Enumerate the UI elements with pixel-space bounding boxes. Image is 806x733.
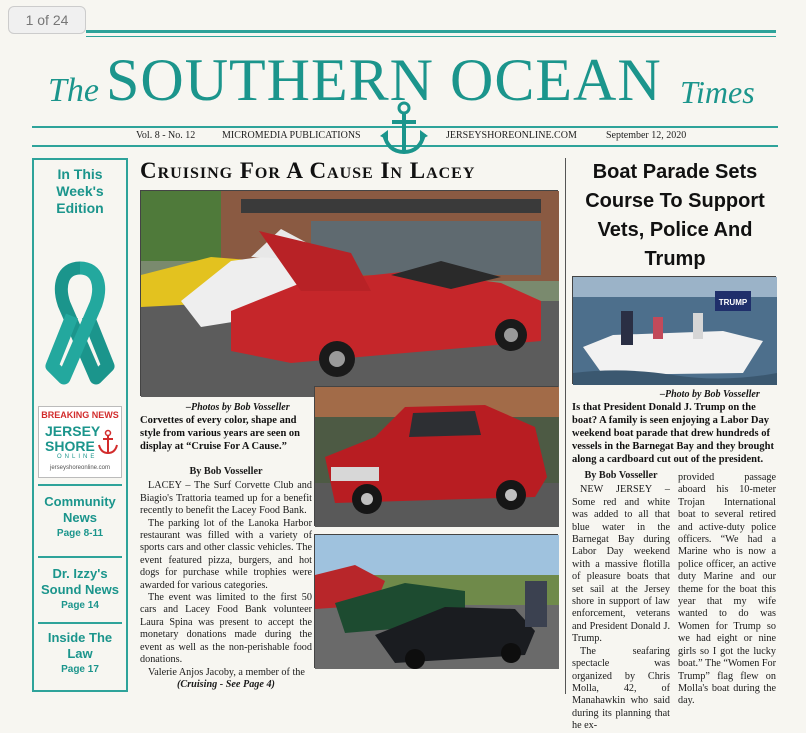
ford-truck-photo [314, 386, 558, 526]
column-rule [565, 158, 566, 694]
sidebar-divider [38, 556, 122, 558]
right-story-byline: By Bob Vosseller [584, 470, 658, 481]
ribbon-icon [42, 262, 118, 390]
masthead-times: Times [680, 74, 755, 110]
boat-flag-text: TRUMP [718, 298, 748, 307]
this-week-heading: In This Week's Edition [56, 166, 104, 216]
left-story-byline: By Bob Vosseller [189, 466, 263, 477]
jump-line[interactable]: (Cruising - See Page 4) [177, 678, 275, 690]
sidebar-item-inside-the-law[interactable]: Inside The Law Page 17 [47, 630, 113, 675]
left-story-headline[interactable]: Cruising For A Cause In Lacey [140, 158, 476, 183]
paragraph: The event was limited to the first 50 cars and Lacey Food Bank volunteer Laura Spina was present to accept the monetary donations made during the event as well as the non-perishable food donations. [140, 592, 312, 666]
sidebar-item-community-news[interactable]: Community News Page 8-11 [44, 494, 116, 539]
masthead-the: The [48, 72, 99, 109]
paragraph: The seafaring spectacle was organized by Chris Molla, 42, of Manahawkin who said during its planning that he ex- [572, 645, 670, 732]
left-photo-caption: Corvettes of every color, shape and style from various years are seen on display at “Cruise For A Cause.” [140, 415, 301, 452]
sidebar-divider [38, 622, 122, 624]
paragraph: The parking lot of the Lanoka Harbor restaurant was filled with a variety of sports cars and other classic vehicles. The event featured pizza, burgers, and hot dogs for purchase while trophies were awarded for various categories. [140, 517, 312, 591]
issue-date: September 12, 2020 [606, 130, 687, 141]
left-photo-credit: –Photos by Bob Vosseller [186, 402, 290, 413]
right-story-headline[interactable]: Boat Parade Sets Course To Support Vets, Police And Trump [585, 161, 765, 270]
sidebar-item-sound-news[interactable]: Dr. Izzy's Sound News Page 14 [40, 566, 119, 611]
masthead-title: SOUTHERN OCEAN [106, 47, 662, 113]
jersey-shore-logo-jersey: JERSEY [45, 423, 101, 439]
right-photo-caption: Is that President Donald J. Trump on the boat? A family is seen enjoying a Labor Day weekend boat parade that drew hundreds of vessels in the Barnegat Bay and they brought along a cardboard cut out of the president. [572, 402, 774, 465]
corvettes-lineup-photo [314, 534, 558, 668]
sidebar-divider [38, 484, 122, 486]
jersey-shore-logo-online: ONLINE [57, 454, 98, 460]
breaking-news-label: BREAKING NEWS [41, 410, 119, 420]
left-story-body [140, 462, 312, 691]
paragraph: provided passage aboard his 10-meter Trojan International boat to several retired and active-duty police officers. “We had a Marine who is now a police officer, an active duty Marine and our theme for the boat this year that my wife wanted to do was Women for Trump so we had eight or nine girls so I got the lucky boat.” The “Women For Trump” flag flew on Molla's boat during the day. [678, 472, 777, 707]
right-story-col1 [572, 470, 670, 733]
paragraph: LACEY – The Surf Corvette Club and Biagio's Trattoria teamed up for a benefit recently to benefit the Lacey Food Bank. [140, 480, 312, 517]
volume-number: Vol. 8 - No. 12 [136, 130, 196, 141]
page-counter: 1 of 24 [8, 6, 86, 34]
paragraph: Valerie Anjos Jacoby, a member of the [148, 666, 305, 678]
anchor-icon [378, 100, 430, 156]
boat-parade-photo [572, 276, 776, 384]
corvette-photo-main [140, 190, 558, 396]
sidebar [32, 158, 128, 692]
top-rule [86, 30, 776, 33]
top-rule-thin [86, 36, 776, 37]
website: JERSEYSHOREONLINE.COM [446, 130, 577, 141]
right-story-col2 [678, 472, 776, 708]
breaking-news-ad[interactable] [38, 406, 122, 478]
publisher: MICROMEDIA PUBLICATIONS [222, 130, 361, 141]
red-anchor-icon [97, 429, 119, 455]
jersey-shore-logo-shore: SHORE [45, 438, 95, 454]
right-photo-credit: –Photo by Bob Vosseller [660, 389, 760, 400]
jersey-shore-url: jerseyshoreonline.com [49, 465, 111, 471]
paragraph: NEW JERSEY – Some red and white was added to all that blue water in the Barnegat Bay during Labor Day weekend with a massive flotilla of pleasure boats that set sail at the Jersey shore in support of law enforcement, veterans and President Donald J. Trump. [572, 484, 670, 645]
